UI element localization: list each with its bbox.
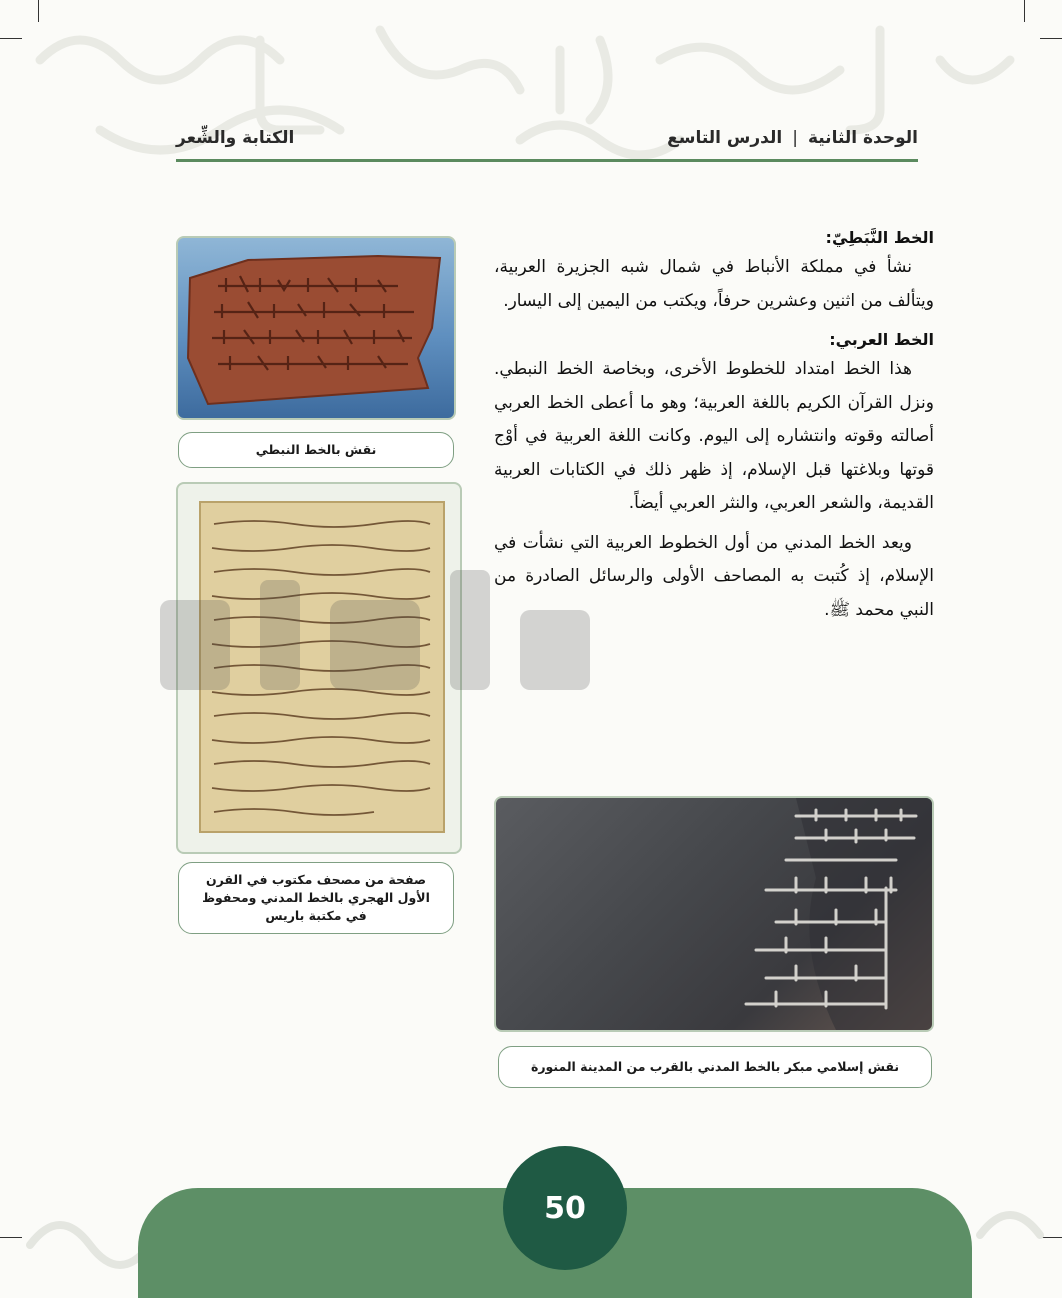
page-header — [176, 118, 918, 162]
inscription-illustration — [496, 798, 932, 1030]
crop-mark — [1024, 0, 1025, 22]
header-separator: | — [792, 128, 798, 148]
section-title-arabic: الخط العربي: — [829, 330, 934, 349]
paragraph-arabic-2: ويعد الخط المدني من أول الخطوط العربية التي نشأت في الإسلام، إذ كُتبت به المصاحف الأولى والرسائل الصادرة من النبي محمد ﷺ. — [494, 532, 934, 620]
stone-illustration — [178, 238, 454, 418]
manuscript-image — [176, 482, 462, 854]
manuscript-illustration — [178, 484, 460, 852]
caption-nabataean: نقش بالخط النبطي — [178, 432, 454, 468]
header-divider — [176, 159, 918, 162]
header-breadcrumb — [667, 128, 918, 148]
crop-mark — [1040, 38, 1062, 39]
crop-mark — [38, 0, 39, 22]
rock-inscription-image — [494, 796, 934, 1032]
nabataean-stone-image — [176, 236, 456, 420]
page-number: 50 — [503, 1146, 627, 1270]
paragraph-arabic-1: هذا الخط امتداد للخطوط الأخرى، وبخاصة الخط النبطي. ونزل القرآن الكريم باللغة العربية؛ وهو ما أعطى الخط العربي أصالته وقوته وانتشاره إلى اليوم. وكانت اللغة العربية في أوْج قوتها وبلاغتها قبل الإسلام، إذ ظهر ذلك في الكتابات العربية القديمة، والشعر العربي، والنثر العربي أيضاً. — [494, 359, 934, 513]
crop-mark — [0, 38, 22, 39]
paragraph-nabataean: نشأ في مملكة الأنباط في شمال شبه الجزيرة العربية، ويتألف من اثنين وعشرين حرفاً، ويكتب من اليمين إلى اليسار. — [494, 257, 934, 311]
caption-inscription: نقش إسلامي مبكر بالخط المدني بالقرب من المدينة المنورة — [498, 1046, 932, 1088]
unit-title: الوحدة الثانية — [807, 128, 918, 148]
section-title-nabataean: الخط النَّبَطِيّ: — [825, 228, 934, 247]
lesson-text — [494, 228, 934, 627]
lesson-title: الدرس التاسع — [667, 128, 783, 148]
caption-manuscript: صفحة من مصحف مكتوب في القرن الأول الهجري بالخط المدني ومحفوظ في مكتبة باريس — [178, 862, 454, 934]
topic-title: الكتابة والشِّعر — [176, 128, 295, 148]
